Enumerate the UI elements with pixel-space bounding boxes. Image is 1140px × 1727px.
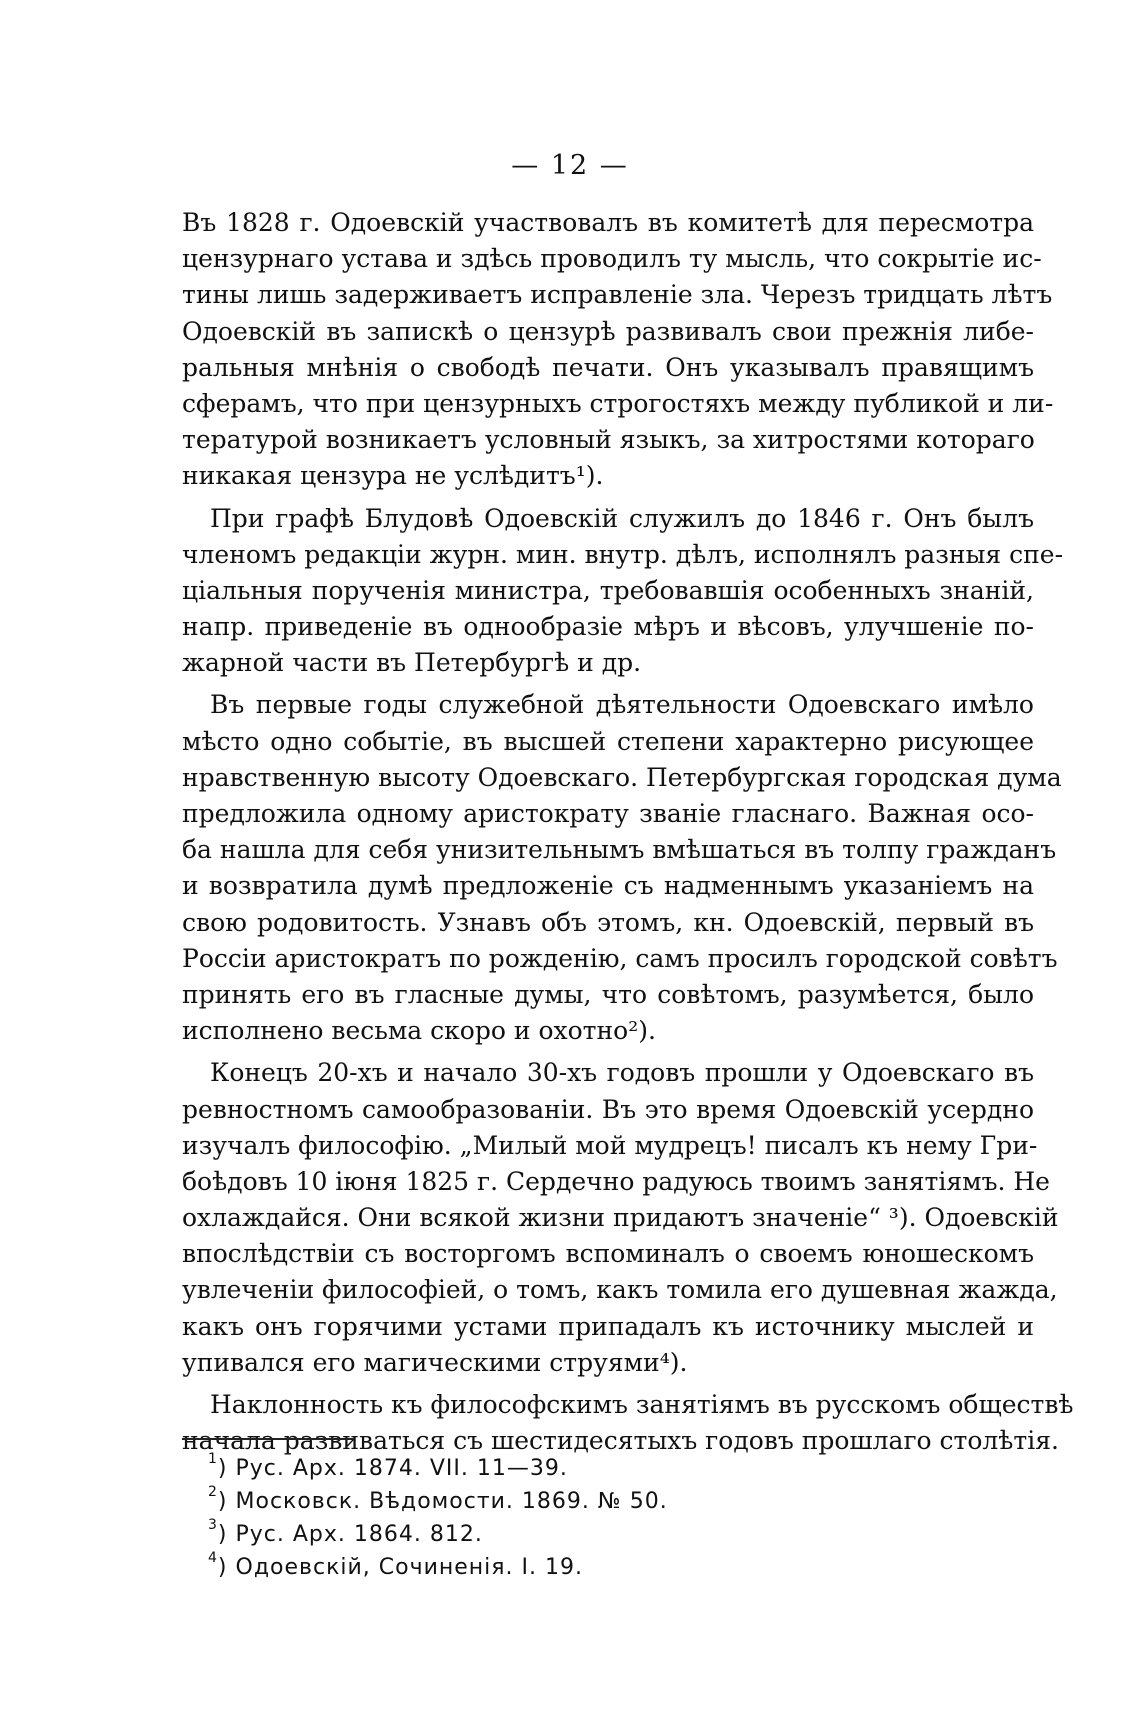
text-line: напр. приведеніе въ однообразіе мѣръ и вѣсовъ, улучшеніе по-	[182, 612, 1034, 642]
text-line: ба нашла для себя унизительнымъ вмѣшаться въ толпу гражданъ	[182, 835, 1057, 865]
text-line: какъ онъ горячими устами припадалъ къ источнику мыслей и	[182, 1311, 1034, 1341]
text-line: жарной части въ Петербургѣ и др.	[182, 648, 642, 678]
text-line: упивался его магическими струями⁴).	[182, 1347, 688, 1377]
text-line: Наклонность къ философскимъ занятіямъ въ русскомъ обществѣ	[210, 1390, 1074, 1419]
text-line: Россіи аристократъ по рожденію, самъ просилъ городской совѣтъ	[182, 943, 1058, 973]
paragraph	[182, 1055, 1059, 1381]
text-line: начала развиваться съ шестидесятыхъ годовъ прошлаго столѣтія.	[182, 1426, 1059, 1456]
footnote-mark: 4	[208, 1550, 218, 1566]
text-line: тины лишь задерживаетъ исправленіе зла. Черезъ тридцать лѣтъ	[182, 280, 1053, 310]
footnote-item	[208, 1551, 808, 1584]
text-line: увлеченіи философіей, о томъ, какъ томила его душевная жажда,	[182, 1275, 1058, 1305]
text-line: и возвратила думѣ предложеніе съ надменнымъ указаніемъ на	[182, 871, 1034, 901]
text-line: принять его въ гласные думы, что совѣтомъ, разумѣется, было	[182, 979, 1034, 1009]
text-line: исполнено весьма скоро и охотно²).	[182, 1016, 656, 1046]
text-line: тературой возникаетъ условный языкъ, за хитростями котораго	[182, 425, 1035, 455]
footnotes	[208, 1452, 808, 1584]
text-line: предложила одному аристократу званіе гласнаго. Важная осо-	[182, 799, 1034, 828]
text-line: Въ 1828 г. Одоевскій участвовалъ въ комитетѣ для пересмотра	[182, 208, 1034, 237]
footnote-divider	[182, 1438, 354, 1440]
footnote-item	[208, 1518, 808, 1551]
text-line: никакая цензура не услѣдитъ¹).	[182, 461, 604, 491]
footnote-item	[208, 1452, 808, 1485]
paragraph	[182, 205, 1054, 495]
footnote-mark: 3	[208, 1517, 218, 1533]
paragraph	[182, 501, 1064, 682]
footnote-mark: 2	[208, 1484, 218, 1500]
text-line: Въ первые годы служебной дѣятельности Одоевскаго имѣло	[210, 690, 1034, 720]
page-number: — 12 —	[511, 150, 629, 181]
text-line: Одоевскій въ запискѣ о цензурѣ развивалъ свои прежнія либе-	[182, 316, 1034, 346]
text-line: охлаждайся. Они всякой жизни придаютъ значеніе“ ³). Одоевскій	[182, 1203, 1059, 1233]
text-line: изучалъ философію. „Милый мой мудрецъ! писалъ къ нему Гри-	[182, 1130, 1038, 1160]
text-line: ральныя мнѣнія о свободѣ печати. Онъ указывалъ правящимъ	[182, 352, 1034, 382]
text-line: свою родовитость. Узнавъ объ этомъ, кн. Одоевскій, первый въ	[182, 907, 1034, 937]
footnote-text: ) Московск. Вѣдомости. 1869. № 50.	[217, 1489, 668, 1514]
footnote-text: ) Рус. Арх. 1864. 812.	[217, 1522, 483, 1547]
text-line: членомъ редакціи журн. мин. внутр. дѣлъ, исполнялъ разныя спе-	[182, 539, 1064, 569]
text-line: ревностномъ самообразованіи. Въ это время Одоевскій усердно	[182, 1094, 1034, 1124]
text-line: При графѣ Блудовѣ Одоевскій служилъ до 1846 г. Онъ былъ	[210, 503, 1034, 533]
body-text	[182, 205, 1074, 1465]
text-line: сферамъ, что при цензурныхъ строгостяхъ между публикой и ли-	[182, 388, 1054, 418]
paragraph	[182, 1387, 1074, 1459]
footnote-text: ) Рус. Арх. 1874. VII. 11—39.	[217, 1456, 568, 1481]
footnote-text: ) Одоевскій, Сочиненія. I. 19.	[217, 1555, 583, 1580]
text-line: нравственную высоту Одоевскаго. Петербургская городская дума	[182, 762, 1062, 792]
text-line: Конецъ 20-хъ и начало 30-хъ годовъ прошли у Одоевскаго въ	[210, 1058, 1034, 1088]
text-line: ціальныя порученія министра, требовавшія особенныхъ знаній,	[182, 575, 1034, 605]
footnote-mark: 1	[208, 1451, 218, 1467]
text-line: цензурнаго устава и здѣсь проводилъ ту мысль, что сокрытіе ис-	[182, 244, 1042, 274]
text-line: мѣсто одно событіе, въ высшей степени характерно рисующее	[182, 726, 1034, 756]
text-line: впослѣдствіи съ восторгомъ вспоминалъ о своемъ юношескомъ	[182, 1239, 1034, 1269]
paragraph	[182, 687, 1062, 1049]
text-line: боѣдовъ 10 іюня 1825 г. Сердечно радуюсь твоимъ занятіямъ. Не	[182, 1166, 1050, 1196]
footnote-item	[208, 1485, 808, 1518]
